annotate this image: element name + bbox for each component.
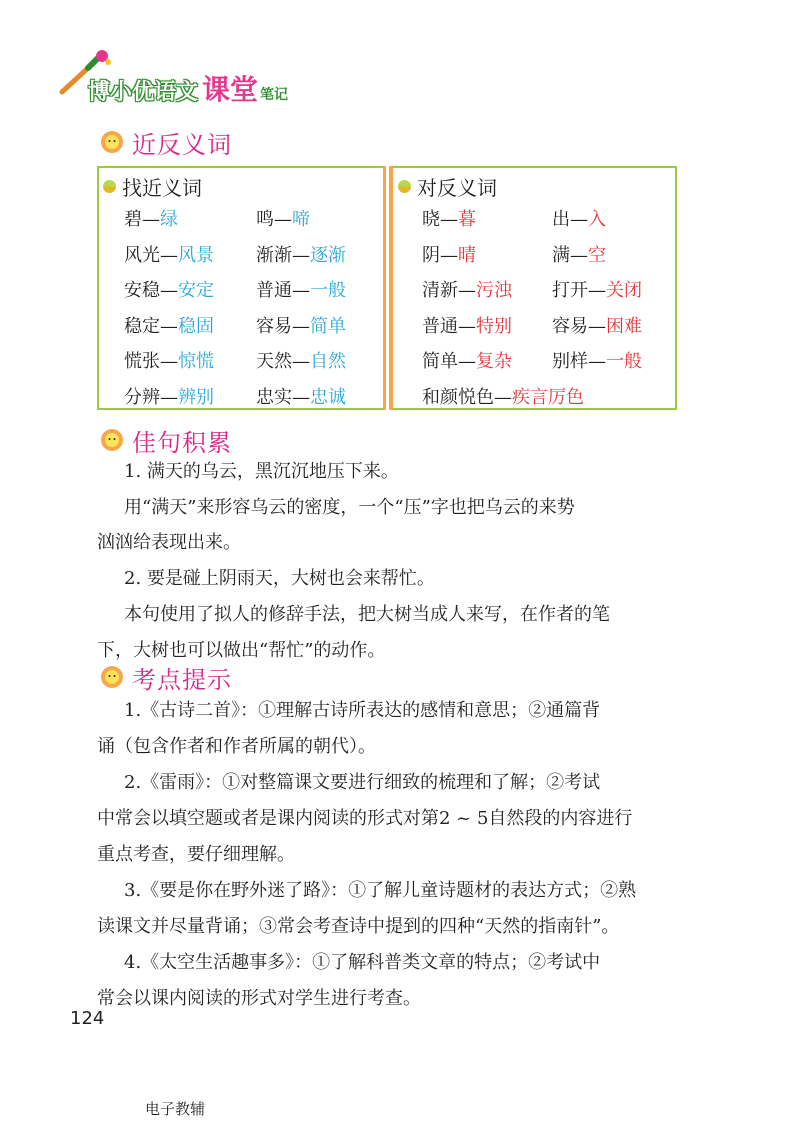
paired-word: 困难 <box>606 315 642 337</box>
word-pair <box>124 383 214 409</box>
word-pair <box>256 276 346 302</box>
word: 渐渐— <box>256 244 310 266</box>
word: 打开— <box>552 280 606 301</box>
tip-line: 常会以课内阅读的形式对学生进行考查。 <box>97 988 421 1009</box>
word: 容易— <box>256 315 310 337</box>
word-pair <box>422 241 476 267</box>
paired-word: 特别 <box>476 315 512 337</box>
paired-word: 啼 <box>292 209 310 230</box>
word-pair <box>422 312 512 338</box>
tip-line: 读课文并尽量背诵；③常会考查诗中提到的四种“天然的指南针”。 <box>97 916 620 937</box>
section-title-sentences: 佳句积累 <box>100 423 232 457</box>
brand-class: 课堂 <box>202 73 259 106</box>
word: 阴— <box>422 244 458 266</box>
word: 鸣— <box>256 209 292 230</box>
word: 安稳— <box>124 280 178 301</box>
paired-word: 晴 <box>458 244 476 266</box>
word: 天然— <box>256 351 310 372</box>
sentence-line: 1. 满天的乌云，黑沉沉地压下来。 <box>124 461 399 482</box>
word: 慌张— <box>124 351 178 372</box>
footer-text: 电子教辅 <box>145 1100 206 1118</box>
paired-word: 一般 <box>310 280 346 301</box>
word-pair <box>256 347 346 373</box>
word: 晓— <box>422 209 458 230</box>
tip-line: 2.《雷雨》：①对整篇课文要进行细致的梳理和了解；②考试 <box>124 772 601 793</box>
word: 忠实— <box>256 386 310 408</box>
tip-line: 3.《要是你在野外迷了路》：①了解儿童诗题材的表达方式；②熟 <box>124 880 637 901</box>
paired-word: 惊慌 <box>178 351 214 372</box>
word: 别样— <box>552 351 606 372</box>
paired-word: 稳固 <box>178 315 214 337</box>
page-number: 124 <box>70 1008 105 1029</box>
paired-word: 风景 <box>178 244 214 266</box>
word-pair <box>124 241 214 267</box>
paired-word: 安定 <box>178 280 214 301</box>
word: 容易— <box>552 315 606 337</box>
paired-word: 辨别 <box>178 386 214 408</box>
word-pair <box>552 205 606 231</box>
paired-word: 一般 <box>606 351 642 372</box>
tip-line: 1.《古诗二首》：①理解古诗所表达的感情和意思；②通篇背 <box>124 700 601 721</box>
brand-notes: 笔记 <box>260 87 289 103</box>
word: 满— <box>552 244 588 266</box>
section-title-synonyms: 近反义词 <box>100 125 232 159</box>
paired-word: 空 <box>588 244 606 266</box>
paired-word: 复杂 <box>476 351 512 372</box>
word-pair <box>552 312 642 338</box>
word-pair <box>256 383 346 409</box>
word: 普通— <box>422 315 476 337</box>
tip-line: 中常会以填空题或者是课内阅读的形式对第2 ~ 5自然段的内容进行 <box>97 808 633 829</box>
sentence-line: 下，大树也可以做出“帮忙”的动作。 <box>97 640 386 661</box>
word-pair <box>256 205 310 231</box>
antonym-heading: 对反义词 <box>398 172 497 201</box>
word-pair <box>422 276 512 302</box>
word: 风光— <box>124 244 178 266</box>
word: 简单— <box>422 351 476 372</box>
synonym-heading: 找近义词 <box>103 172 202 201</box>
word-pair <box>422 205 476 231</box>
tip-line: 诵（包含作者和作者所属的朝代）。 <box>97 736 376 757</box>
paired-word: 简单 <box>310 315 346 337</box>
word-pair <box>552 276 642 302</box>
word: 和颜悦色— <box>422 386 512 408</box>
word-pair <box>552 347 642 373</box>
word-pair <box>124 205 178 231</box>
word: 稳定— <box>124 315 178 337</box>
word-pair <box>256 312 346 338</box>
word-pair <box>256 241 346 267</box>
word-pair <box>124 347 214 373</box>
sentence-line: 本句使用了拟人的修辞手法，把大树当成人来写，在作者的笔 <box>124 604 610 625</box>
word-pair <box>124 312 214 338</box>
paired-word: 绿 <box>160 209 178 230</box>
word: 出— <box>552 209 588 230</box>
word-pair <box>422 347 512 373</box>
sentence-line: 2. 要是碰上阴雨天，大树也会来帮忙。 <box>124 568 435 589</box>
sentence-line: 汹汹给表现出来。 <box>97 532 241 553</box>
word-pair <box>124 276 214 302</box>
header-logo <box>58 48 318 108</box>
sun-icon <box>100 665 124 689</box>
word-pair <box>552 241 606 267</box>
word: 碧— <box>124 209 160 230</box>
tip-line: 重点考查，要仔细理解。 <box>97 844 295 865</box>
sun-icon <box>100 428 124 452</box>
tip-line: 4.《太空生活趣事多》：①了解科普类文章的特点；②考试中 <box>124 952 601 973</box>
brand-text <box>88 68 288 108</box>
word: 清新— <box>422 280 476 301</box>
paired-word: 污浊 <box>476 280 512 301</box>
paired-word: 暮 <box>458 209 476 230</box>
section-title-tips: 考点提示 <box>100 660 232 694</box>
paired-word: 入 <box>588 209 606 230</box>
brand-name: 博小优语文 <box>88 80 199 105</box>
word: 普通— <box>256 280 310 301</box>
paired-word: 关闭 <box>606 280 642 301</box>
paired-word: 逐渐 <box>310 244 346 266</box>
paired-word: 自然 <box>310 351 346 372</box>
word-pair <box>422 383 584 409</box>
word: 分辨— <box>124 386 178 408</box>
sentence-line: 用“满天”来形容乌云的密度，一个“压”字也把乌云的来势 <box>124 497 575 518</box>
bullet-dot-icon <box>398 180 411 193</box>
paired-word: 忠诚 <box>310 386 346 408</box>
box-divider <box>383 166 393 410</box>
paired-word: 疾言厉色 <box>512 386 584 408</box>
sun-icon <box>100 130 124 154</box>
bullet-dot-icon <box>103 180 116 193</box>
